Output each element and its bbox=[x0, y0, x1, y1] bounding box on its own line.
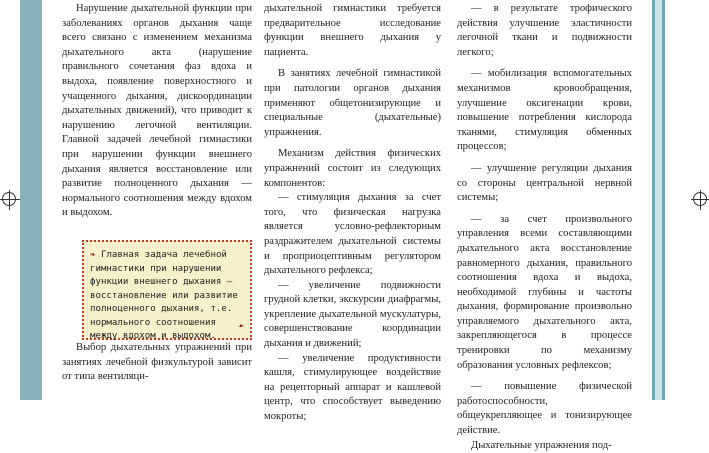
text-column-3 bbox=[457, 2, 632, 453]
registration-mark-icon bbox=[693, 192, 707, 206]
list-item: — увеличение продуктивности кашля, стимулирующее воздействие на рецепторный аппарат и кашлевой центр, что способствует выведению мокроты; bbox=[264, 352, 441, 423]
text-column-2 bbox=[264, 2, 441, 425]
list-item: — в результате трофического действия улучшение эластичности легочной ткани и подвижности легкого; bbox=[457, 3, 632, 58]
list-item: — мобилизация вспомогательных механизмов кровообращения, улучшение оксигенации крови, повышение потребления кислорода тканями, стимуляция обменных процессов; bbox=[457, 68, 632, 153]
list-item: — повышение физической работоспособности, общеукрепляющее и тонизирующее действие. bbox=[457, 381, 632, 437]
list-item: — увеличение подвижности грудной клетки, экскурсии диафрагмы, укрепление дыхательной мускулатуры, совершенствование координации дыхания и движений; bbox=[264, 279, 441, 350]
left-page-border bbox=[20, 0, 42, 400]
list-item: — стимуляция дыхания за счет того, что физическая нагрузка является условно-рефлекторным раздражителем дыхательной системы и проприоцептивным регулятором дыхательного рефлекса; bbox=[264, 192, 441, 277]
paragraph: Механизм действия физических упражнений состоит из следующих компонентов: bbox=[264, 148, 441, 189]
callout-text: Главная задача лечебной гимнастики при нарушении функции внешнего дыхания — восстановление или развитие полноценного дыхания, т.е. нормального соотношения между вдохом и выдохом. bbox=[90, 250, 238, 341]
list-item: — улучшение регуляции дыхания со стороны центральной нервной системы; bbox=[457, 162, 632, 204]
fleuron-end-icon: ☙ bbox=[238, 321, 244, 332]
paragraph: Нарушение дыхательной функции при заболеваниях органов дыхания чаще всего связано с изменением механизма дыхательного акта (нарушение правильного сочетания фаз вдоха и выдоха, появление поверхностного и учащенного дыхания, дискоординации дыхательных движений), что приводит к нарушению легочной вентиляции. Главной задачей лечебной гимнастики при нарушении функции внешнего дыхания является восстановление или развитие полноценного дыхания — нормального соотношения между вдохом и выдохом. bbox=[62, 3, 252, 219]
list-item: — за счет произвольного управления всеми составляющими дыхательного акта восстановление равномерного дыхания, правильного соотношения вдоха и выдоха, необходимой глубины и частоты дыхания, формирование произвольно управляемого дыхательного акта, закрепляющегося в процессе тренировки по механизму образования условных рефлексов; bbox=[457, 213, 632, 371]
fleuron-icon: ❧ bbox=[90, 250, 96, 260]
registration-mark-icon bbox=[2, 192, 16, 206]
paragraph: Выбор дыхательных упражнений при занятиях лечебной физкультурой зависит от типа вентиляци- bbox=[62, 341, 252, 383]
right-page-border bbox=[652, 0, 665, 400]
highlight-callout bbox=[82, 240, 252, 340]
paragraph: Дыхательные упражнения под- bbox=[471, 439, 612, 451]
paragraph: дыхательной гимнастики требуется предварительное исследование функции внешнего дыхания у пациента. bbox=[264, 3, 441, 58]
paragraph: В занятиях лечебной гимнастикой при патологии органов дыхания применяют общетонизирующие и специальные (дыхательные) упражнения. bbox=[264, 68, 441, 138]
